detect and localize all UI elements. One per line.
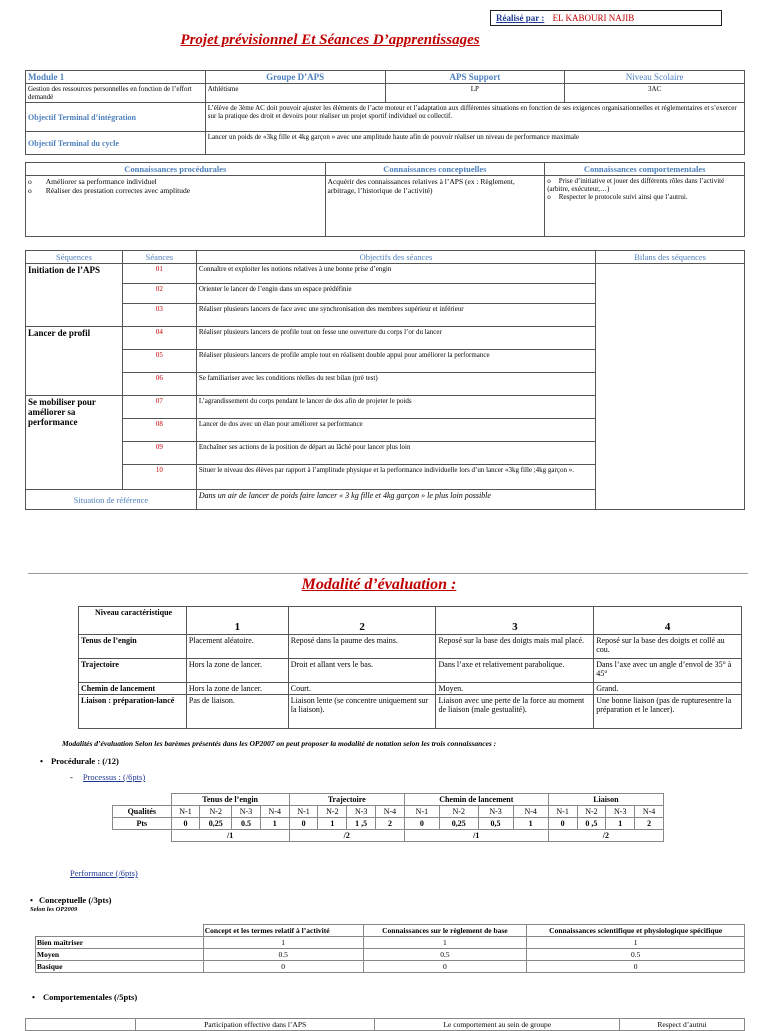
- concept-value: 0.5: [203, 949, 363, 961]
- concept-row-label: Basique: [36, 961, 204, 973]
- seance-num: 01: [122, 264, 196, 284]
- points-group-header: Trajectoire: [289, 794, 404, 806]
- eval-cell: Hors la zone de lancer.: [186, 683, 288, 695]
- points-total: /1: [171, 830, 289, 842]
- cp-header: Connaissances procédurales: [26, 163, 326, 176]
- level-header: 1: [186, 607, 288, 635]
- seance-objectif: Enchaîner ses actions de la position de départ au lâché pour lancer plus loin: [196, 442, 595, 465]
- niveau-corner: Niveau caractéristique: [79, 607, 187, 635]
- connaissances-table: [25, 162, 745, 237]
- points-cell: 0,25: [200, 818, 232, 830]
- modalites-note: Modalités d’évaluation Selon les barèmes présentés dans les OP2007 on peut proposer la modalité de notation selon les trois connaissances :: [62, 739, 497, 748]
- selon-op: Selon les OP2009: [30, 906, 78, 913]
- page-title: Projet prévisionnel Et Séances D’apprentissages: [180, 32, 480, 48]
- level-cell: N-2: [318, 806, 347, 818]
- concept-header: Connaissances sur le règlement de base: [363, 925, 527, 937]
- eval-cell: Grand.: [594, 683, 742, 695]
- comp-header: Le comportement au sein de groupe: [375, 1019, 620, 1031]
- empty-corner: [36, 925, 204, 937]
- level-cell: N-4: [260, 806, 289, 818]
- comportementales-table: [25, 1018, 745, 1031]
- concept-row-label: Moyen: [36, 949, 204, 961]
- sequences-header: Séquences: [26, 251, 123, 264]
- eval-cell: Liaison avec une perte de la force au moment de liaison (male gestualité).: [436, 695, 594, 729]
- seance-num: 05: [122, 350, 196, 373]
- concept-value: 0.5: [527, 949, 745, 961]
- eval-cell: Hors la zone de lancer.: [186, 659, 288, 683]
- concept-value: 1: [527, 937, 745, 949]
- concept-value: 0: [363, 961, 527, 973]
- procedurale-heading: • Procédurale : (/12): [40, 756, 119, 766]
- qualites-label: Qualités: [113, 806, 172, 818]
- seance-objectif: Situer le niveau des élèves par rapport à l’amplitude physique et la performance individuelle lors d’un lancer «3kg fille ;4kg garçon ».: [196, 465, 595, 490]
- level-cell: N-3: [478, 806, 513, 818]
- ccomp-header: Connaissances comportementales: [545, 163, 745, 176]
- author-name: EL KABOURI NAJIB: [552, 13, 635, 23]
- points-cell: 0 ,5: [577, 818, 606, 830]
- seances-table: [25, 250, 745, 510]
- concept-value: 0: [203, 961, 363, 973]
- situation-reference-label: Situation de référence: [26, 490, 197, 510]
- sequence-profil: Lancer de profil: [26, 327, 123, 396]
- seance-num: 03: [122, 304, 196, 327]
- level-cell: N-1: [548, 806, 577, 818]
- points-cell: 0: [289, 818, 318, 830]
- ccomp-item: o Respecter le protocole suivi ainsi que l’autrui.: [547, 193, 688, 201]
- level-header: 2: [288, 607, 436, 635]
- level-cell: N-2: [439, 806, 478, 818]
- eval-cell: Placement aléatoire.: [186, 635, 288, 659]
- points-group-header: Tenus de l’engin: [171, 794, 289, 806]
- level-cell: N-1: [171, 806, 200, 818]
- seance-num: 04: [122, 327, 196, 350]
- eval-cell: Une bonne liaison (pas de rupturesentre la préparation et le lancer).: [594, 695, 742, 729]
- eval-cell: Reposé dans la paume des mains.: [288, 635, 436, 659]
- eval-cell: Dans l’axe et relativement parabolique.: [436, 659, 594, 683]
- groupe-aps-value: Athlétisme: [205, 84, 385, 103]
- points-total: /2: [289, 830, 404, 842]
- seance-objectif: Réaliser plusieurs lancers de profile tout on fesse une ouverture du corps l’or du lancer: [196, 327, 595, 350]
- ccomp-item: o Prise d’initiative et jouer des différents rôles dans l’activité (arbitre, exécuteur,…): [547, 177, 725, 193]
- seance-num: 02: [122, 284, 196, 304]
- eval-cell: Pas de liaison.: [186, 695, 288, 729]
- concept-row-label: Bien maîtriser: [36, 937, 204, 949]
- module-label: Module 1: [26, 71, 206, 84]
- eval-row-label: Chemin de lancement: [79, 683, 187, 695]
- points-cell: 1: [318, 818, 347, 830]
- level-cell: N-2: [577, 806, 606, 818]
- points-cell: 2: [635, 818, 664, 830]
- points-cell: 1: [260, 818, 289, 830]
- points-cell: 0,5: [478, 818, 513, 830]
- seance-objectif: Réaliser plusieurs lancers de face avec une synchronisation des membres supérieur et inférieur: [196, 304, 595, 327]
- seance-objectif: Se familiariser avec les conditions réelles du test bilan (pré test): [196, 373, 595, 396]
- situation-reference-text: Dans un air de lancer de poids faire lancer « 3 kg fille et 4kg garçon » le plus loin possible: [196, 490, 595, 510]
- seance-num: 08: [122, 419, 196, 442]
- points-cell: 0: [404, 818, 439, 830]
- level-cell: N-2: [200, 806, 232, 818]
- points-cell: 2: [376, 818, 405, 830]
- module-table: [25, 70, 745, 155]
- eval-row-label: Tenus de l’engin: [79, 635, 187, 659]
- author-box: [490, 10, 722, 26]
- level-cell: N-4: [513, 806, 548, 818]
- concept-value: 0: [527, 961, 745, 973]
- niveau-scolaire-header: Niveau Scolaire: [565, 71, 745, 84]
- oti-label: Objectif Terminal d’intégration: [26, 103, 206, 132]
- author-label: Réalisé par :: [496, 13, 545, 23]
- seance-objectif: Lancer de dos avec un élan pour améliorer sa performance: [196, 419, 595, 442]
- bilans-header: Bilans des séquences: [596, 251, 745, 264]
- oti-text: L’élève de 3ème AC doit pouvoir ajuster les éléments de l’acte moteur et l’adaptation aux différentes situations en fonction de ses exigences organisationnelles et réglementaires et s’exercer sur la pratique des droit et devoirs pour réaliser un projet sportif individuel ou collectif.: [205, 103, 744, 132]
- concept-header: Connaissances scientifique et physiologique spécifique: [527, 925, 745, 937]
- level-header: 3: [436, 607, 594, 635]
- level-cell: N-3: [232, 806, 261, 818]
- seances-header: Séances: [122, 251, 196, 264]
- points-cell: 1: [606, 818, 635, 830]
- eval-cell: Liaison lente (se concentre uniquement sur la liaison).: [288, 695, 436, 729]
- eval-row-label: Liaison : préparation-lancé: [79, 695, 187, 729]
- comp-header: Participation effective dans l’APS: [135, 1019, 375, 1031]
- level-cell: N-3: [606, 806, 635, 818]
- cp-cell: [26, 176, 326, 237]
- points-cell: 0: [548, 818, 577, 830]
- module-desc: Gestion des ressources personnelles en fonction de l’effort demandé: [26, 84, 206, 103]
- seance-objectif: Orienter le lancer de l’engin dans un espace prédéfinie: [196, 284, 595, 304]
- performance-heading: Performance (/6pts): [70, 868, 138, 878]
- concept-header: Concept et les termes relatif à l’activité: [203, 925, 363, 937]
- cp-item: o Améliorer sa performance individuel: [28, 177, 157, 186]
- comportementales-heading: • Comportementales (/5pts): [32, 992, 138, 1002]
- level-header: 4: [594, 607, 742, 635]
- aps-support-value: LP: [385, 84, 565, 103]
- points-cell: 0,25: [439, 818, 478, 830]
- otc-label: Objectif Terminal du cycle: [26, 132, 206, 155]
- empty-corner: [113, 830, 172, 842]
- eval-cell: Moyen.: [436, 683, 594, 695]
- conceptuelle-heading: • Conceptuelle (/3pts): [30, 895, 112, 905]
- cc-text: Acquérir des connaissances relatives à l’APS (ex : Règlement, arbitrage, l’historique de l’activité): [325, 176, 545, 237]
- aps-support-header: APS Support: [385, 71, 565, 84]
- eval-cell: Dans l’axe avec un angle d’envol de 35° à 45°: [594, 659, 742, 683]
- eval-cell: Reposé sur la base des doigts mais mal placé.: [436, 635, 594, 659]
- level-cell: N-4: [376, 806, 405, 818]
- points-table: [112, 793, 664, 842]
- points-group-header: Chemin de lancement: [404, 794, 548, 806]
- ccomp-cell: [545, 176, 745, 237]
- sequence-initiation: Initiation de l’APS: [26, 264, 123, 327]
- concept-value: 0.5: [363, 949, 527, 961]
- eval-row-label: Trajectoire: [79, 659, 187, 683]
- level-cell: N-1: [289, 806, 318, 818]
- seance-num: 06: [122, 373, 196, 396]
- level-cell: N-4: [635, 806, 664, 818]
- niveau-scolaire-value: 3AC: [565, 84, 745, 103]
- seance-objectif: L’agrandissement du corps pendant le lancer de dos afin de projeter le poids: [196, 396, 595, 419]
- sequence-mobiliser: Se mobiliser pour améliorer sa performance: [26, 396, 123, 490]
- eval-cell: Reposé sur la base des doigts et collé au cou.: [594, 635, 742, 659]
- objectifs-header: Objectifs des séances: [196, 251, 595, 264]
- empty-corner: [113, 794, 172, 806]
- pts-label: Pts: [113, 818, 172, 830]
- points-cell: 0.5: [232, 818, 261, 830]
- level-cell: N-1: [404, 806, 439, 818]
- groupe-aps-header: Groupe D’APS: [205, 71, 385, 84]
- processus-heading: - Processus : (/6pts): [70, 772, 146, 782]
- points-total: /2: [548, 830, 663, 842]
- seance-objectif: Connaître et exploiter les notions relatives à une bonne prise d’engin: [196, 264, 595, 284]
- points-total: /1: [404, 830, 548, 842]
- seance-num: 09: [122, 442, 196, 465]
- concept-value: 1: [203, 937, 363, 949]
- seance-objectif: Réaliser plusieurs lancers de profile ample tout en réalisent double appui pour améliorer la performance: [196, 350, 595, 373]
- cc-header: Connaissances conceptuelles: [325, 163, 545, 176]
- points-group-header: Liaison: [548, 794, 663, 806]
- evaluation-table: [78, 606, 742, 729]
- eval-cell: Court.: [288, 683, 436, 695]
- concept-value: 1: [363, 937, 527, 949]
- points-cell: 1 ,5: [347, 818, 376, 830]
- cp-item: o Réaliser des prestation correctes avec amplitude: [28, 186, 191, 195]
- comp-header: Respect d’autrui: [620, 1019, 745, 1031]
- bilans-cell: [596, 264, 745, 510]
- seance-num: 10: [122, 465, 196, 490]
- points-cell: 1: [513, 818, 548, 830]
- level-cell: N-3: [347, 806, 376, 818]
- eval-cell: Droit et allant vers le bas.: [288, 659, 436, 683]
- points-cell: 0: [171, 818, 200, 830]
- modalite-title: Modalité d’évaluation :: [301, 576, 457, 593]
- concept-table: [35, 924, 745, 973]
- empty-corner: [26, 1019, 136, 1031]
- divider: [28, 573, 748, 574]
- seance-num: 07: [122, 396, 196, 419]
- otc-text: Lancer un poids de «3kg fille et 4kg garçon » avec une amplitude haute afin de pouvoir réaliser un niveau de performance maximale: [205, 132, 744, 155]
